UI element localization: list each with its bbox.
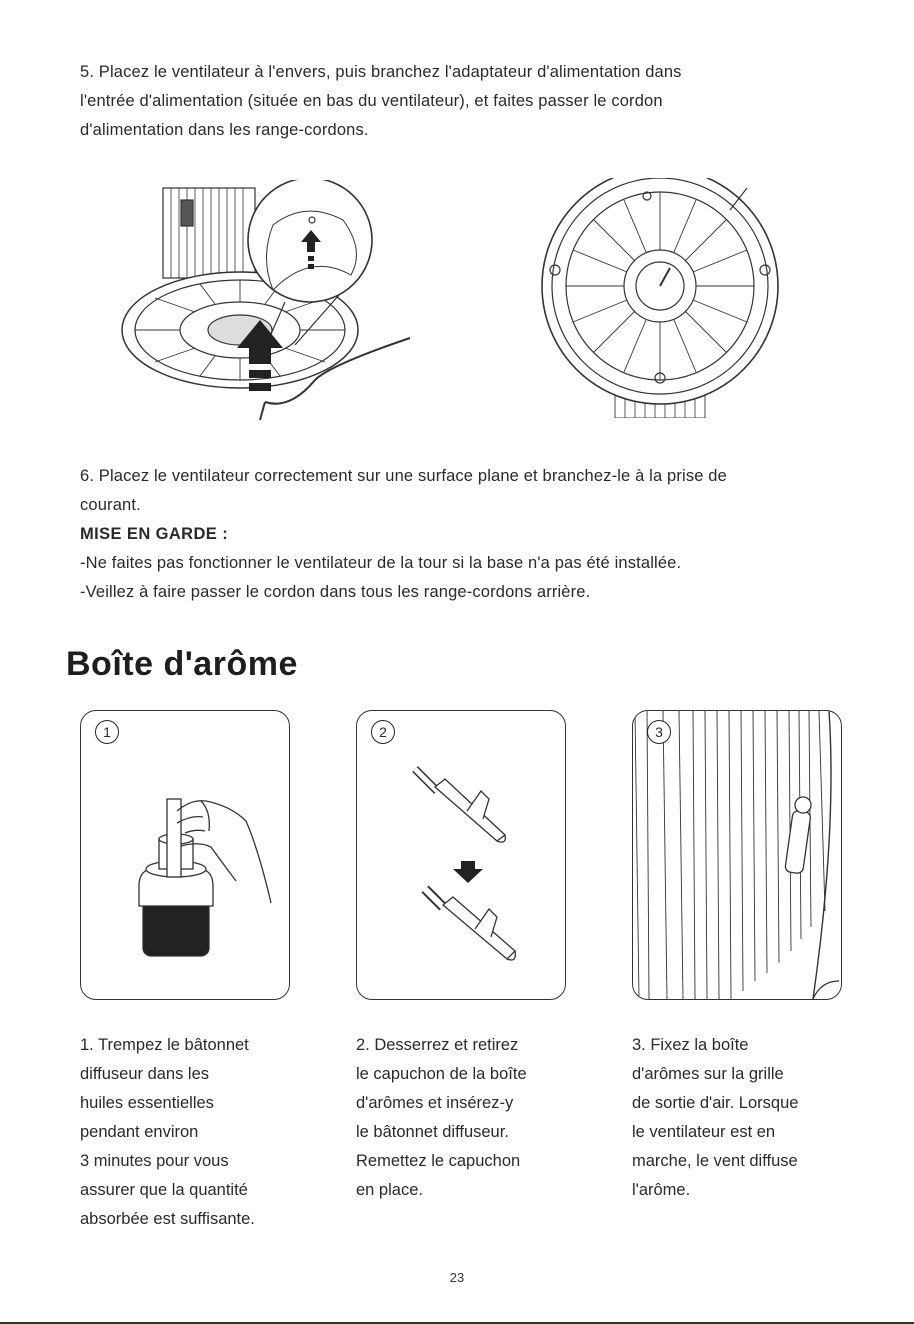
caution-item: -Veillez à faire passer le cordon dans tous les range-cordons arrière. [80, 583, 591, 601]
caution-item: -Ne faites pas fonctionner le ventilateur de la tour si la base n'a pas été installée. [80, 554, 682, 572]
step-2-caption [356, 1031, 596, 1205]
caption-line: huiles essentielles [80, 1094, 214, 1112]
step-5-text [80, 58, 850, 145]
step-6-text [80, 462, 850, 607]
caption-line: 1. Trempez le bâtonnet [80, 1036, 249, 1054]
text-line: courant. [80, 496, 141, 514]
text-line: d'alimentation dans les range-cordons. [80, 121, 369, 139]
caption-line: marche, le vent diffuse [632, 1152, 798, 1170]
caption-line: 2. Desserrez et retirez [356, 1036, 519, 1054]
caption-line: 3 minutes pour vous [80, 1152, 229, 1170]
caption-line: en place. [356, 1181, 423, 1199]
text-line: l'entrée d'alimentation (située en bas du ventilateur), et faites passer le cordon [80, 92, 663, 110]
caption-line: le ventilateur est en [632, 1123, 776, 1141]
illustration-attach-box-to-grille [633, 711, 841, 999]
caption-line: absorbée est suffisante. [80, 1210, 255, 1228]
section-title: Boîte d'arôme [66, 645, 298, 683]
caption-line: assurer que la quantité [80, 1181, 248, 1199]
caption-line: pendant environ [80, 1123, 199, 1141]
step-number-badge: 1 [95, 720, 119, 744]
caption-line: diffuseur dans les [80, 1065, 210, 1083]
illustration-insert-stick-in-box [357, 711, 565, 999]
illustration-base-bottom-view [535, 178, 785, 418]
caption-line: de sortie d'air. Lorsque [632, 1094, 799, 1112]
step-1-caption [80, 1031, 320, 1234]
text-line: 6. Placez le ventilateur correctement sur une surface plane et branchez-le à la prise de [80, 467, 727, 485]
caption-line: 3. Fixez la boîte [632, 1036, 749, 1054]
illustration-dip-diffuser-stick [81, 711, 289, 999]
caption-line: Remettez le capuchon [356, 1152, 521, 1170]
step-number-badge: 2 [371, 720, 395, 744]
caption-line: d'arômes et insérez-y [356, 1094, 514, 1112]
caption-line: l'arôme. [632, 1181, 691, 1199]
step-3-panel [632, 710, 842, 1000]
caption-line: d'arômes sur la grille [632, 1065, 784, 1083]
caution-title: MISE EN GARDE : [80, 525, 229, 543]
illustration-plug-adapter [115, 180, 415, 450]
step-3-caption [632, 1031, 872, 1205]
step-2-panel [356, 710, 566, 1000]
caption-line: le capuchon de la boîte [356, 1065, 527, 1083]
text-line: 5. Placez le ventilateur à l'envers, puis branchez l'adaptateur d'alimentation dans [80, 63, 682, 81]
caption-line: le bâtonnet diffuseur. [356, 1123, 509, 1141]
step-1-panel [80, 710, 290, 1000]
page-number: 23 [449, 1270, 465, 1285]
step-number-badge: 3 [647, 720, 671, 744]
